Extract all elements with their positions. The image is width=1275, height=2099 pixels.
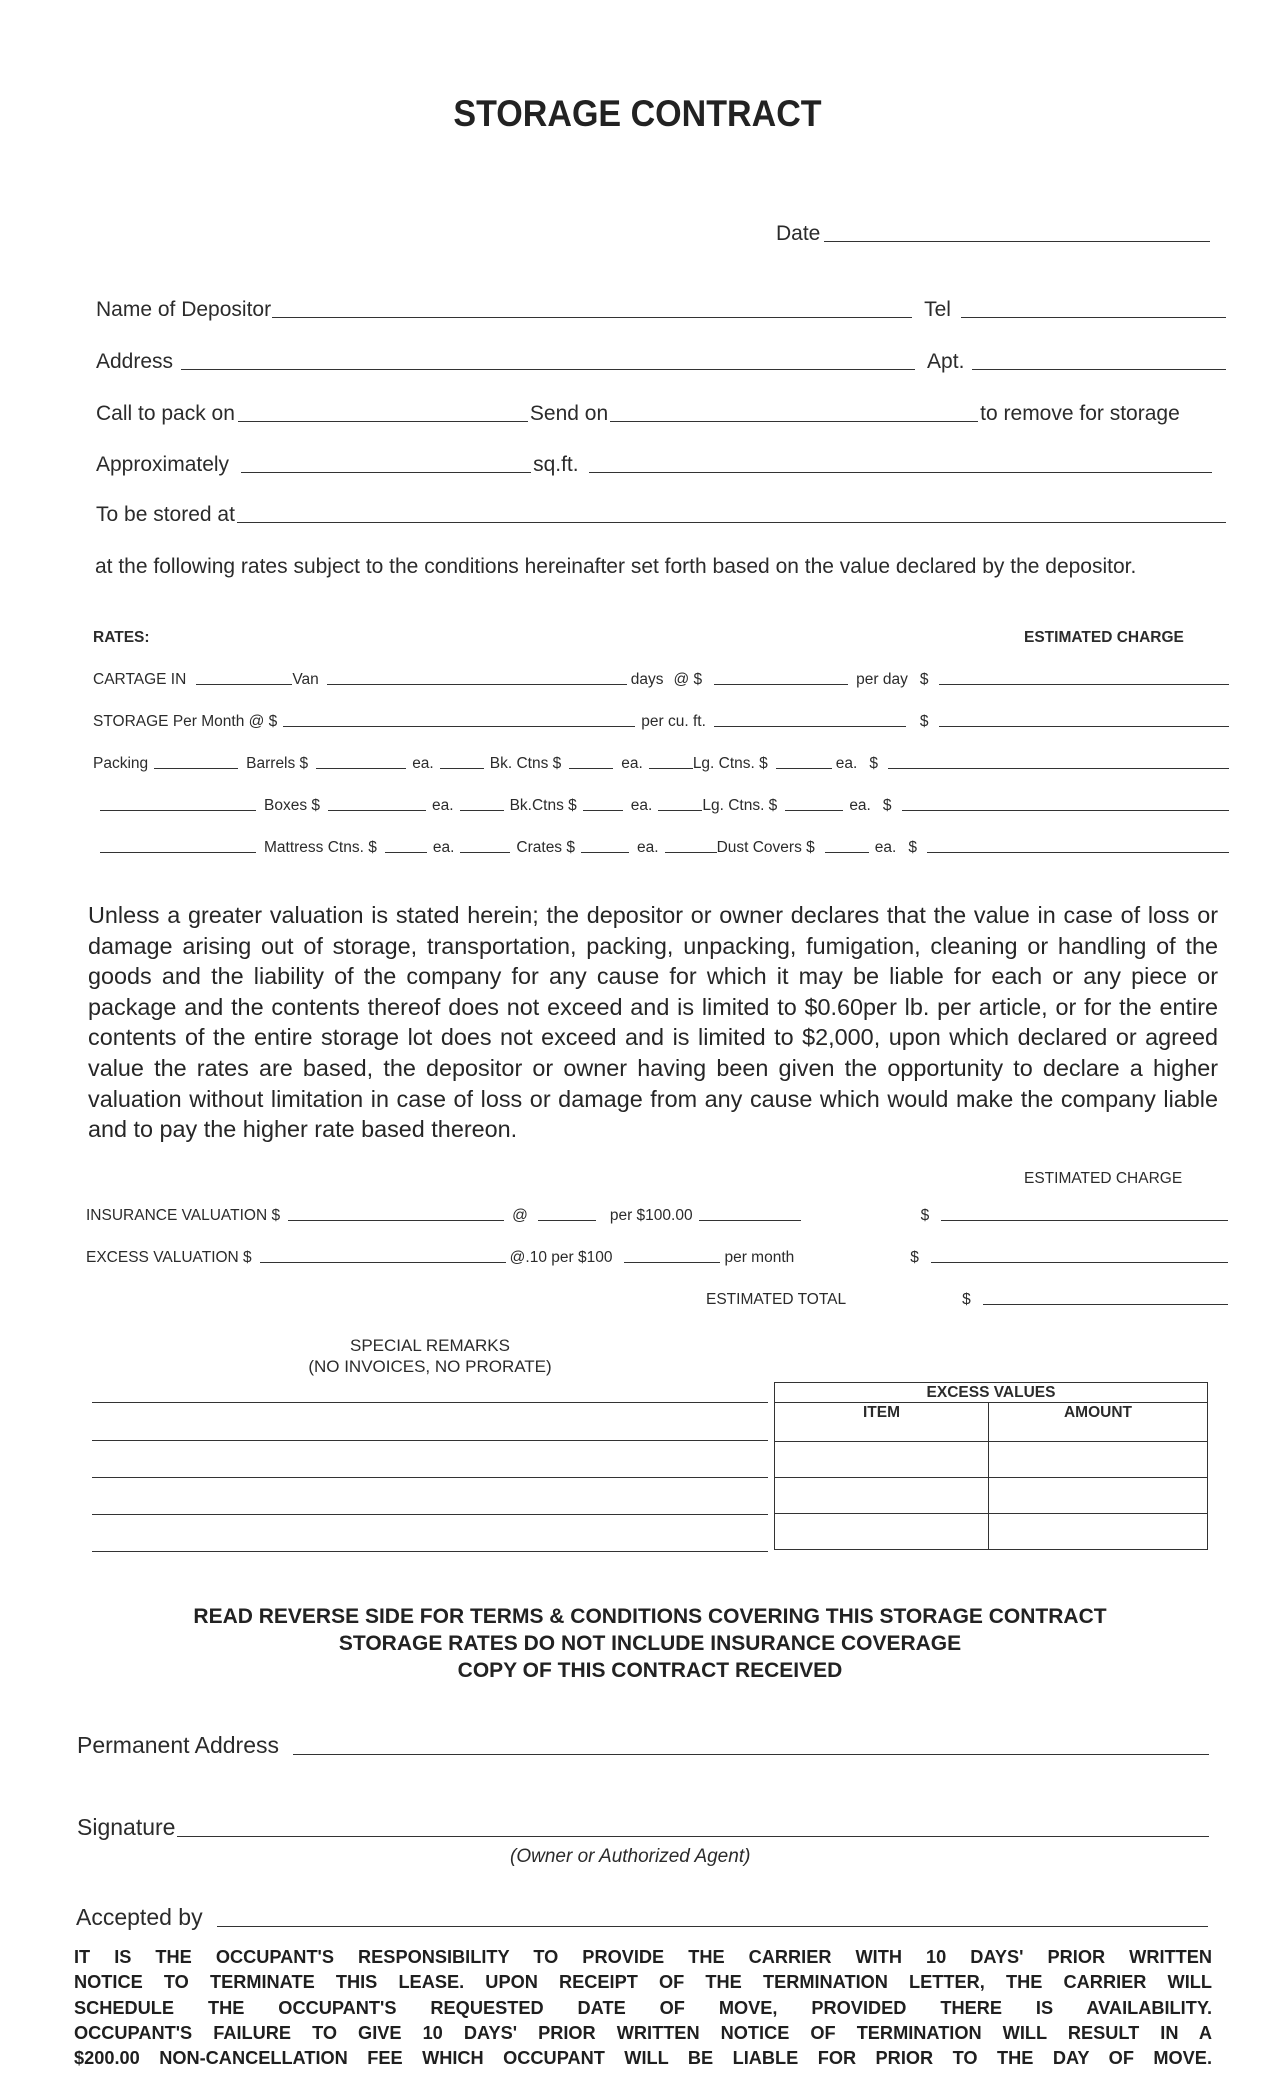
rates-heading: RATES: (93, 629, 150, 646)
at-dollar-label: @ $ (673, 671, 703, 688)
ea-label: ea. (432, 839, 455, 856)
approx-row (96, 453, 1216, 477)
dust-covers-label: Dust Covers $ (716, 839, 815, 856)
ea-label: ea. (874, 839, 897, 856)
packing-charge-field-2[interactable] (902, 809, 1230, 811)
apt-label: Apt. (927, 350, 965, 373)
mattress-desc-field[interactable] (100, 851, 256, 853)
stored-at-label: To be stored at (96, 503, 235, 526)
estimated-total-label: ESTIMATED TOTAL (706, 1291, 847, 1308)
crates-label: Crates $ (516, 839, 575, 856)
date-row (776, 222, 1214, 246)
boxes-desc-field[interactable] (100, 809, 256, 811)
tel-label: Tel (924, 298, 951, 321)
lg-ctns-field[interactable] (776, 767, 832, 769)
signature-row (77, 1814, 1213, 1841)
lg-ctns-label: Lg. Ctns. $ (692, 755, 768, 772)
bk-ctns-label: Bk. Ctns $ (489, 755, 562, 772)
notice-copy-received: COPY OF THIS CONTRACT RECEIVED (457, 1659, 843, 1682)
insurance-valuation-row (86, 1207, 1232, 1225)
per-cuft-label: per cu. ft. (641, 713, 706, 730)
packing-row-1 (93, 755, 1233, 773)
apt-field[interactable] (972, 368, 1226, 370)
currency-sign: $ (962, 1291, 971, 1308)
insurance-valuation-field[interactable] (288, 1219, 504, 1221)
name-label: Name of Depositor (96, 298, 272, 321)
boxes-qty-field[interactable] (460, 809, 504, 811)
currency-sign: $ (920, 1207, 930, 1224)
barrels-label: Barrels $ (246, 755, 309, 772)
ea-label: ea. (835, 755, 858, 772)
estimated-charge-heading: ESTIMATED CHARGE (1024, 629, 1184, 646)
send-on-label: Send on (529, 402, 609, 425)
van-field[interactable] (327, 683, 627, 685)
termination-terms (74, 1945, 1212, 2071)
packing-label: Packing (93, 755, 149, 772)
currency-sign: $ (919, 671, 929, 688)
notice-terms: READ REVERSE SIDE FOR TERMS & CONDITIONS COVERING THIS STORAGE CONTRACT (193, 1605, 1107, 1628)
excess-values-caption: EXCESS VALUES (775, 1383, 1208, 1403)
excess-charge-field[interactable] (931, 1261, 1228, 1263)
rates-intro-text: at the following rates subject to the conditions hereinafter set forth based on the value declared by the depositor. (95, 555, 1137, 578)
per-100-label: per $100.00 (609, 1207, 693, 1224)
excess-valuation-field[interactable] (260, 1261, 506, 1263)
mattress-qty-field[interactable] (460, 851, 510, 853)
item-cell[interactable] (775, 1514, 989, 1550)
currency-sign: $ (869, 755, 878, 772)
remarks-line-4[interactable] (92, 1514, 768, 1515)
bk-ctns-qty-field-2[interactable] (658, 809, 702, 811)
mattress-field[interactable] (385, 851, 427, 853)
cartage-row (93, 671, 1233, 689)
table-row (775, 1442, 1208, 1478)
packing-row-3 (100, 839, 1233, 857)
storage-rate-field[interactable] (283, 725, 635, 727)
bk-ctns-label: Bk.Ctns $ (509, 797, 577, 814)
estimated-total-row (706, 1291, 1232, 1309)
cartage-charge-field[interactable] (939, 683, 1230, 685)
ea-label: ea. (637, 839, 659, 856)
estimated-total-field[interactable] (983, 1303, 1228, 1305)
accepted-by-label: Accepted by (76, 1904, 203, 1930)
terms-line: IT IS THE OCCUPANT'S RESPONSIBILITY TO PROVIDE THE CARRIER WITH 10 DAYS' PRIOR WRITTEN (74, 1947, 1212, 1967)
remarks-line-3[interactable] (92, 1477, 768, 1478)
ea-label: ea. (432, 797, 454, 814)
sqft-field[interactable] (589, 471, 1212, 473)
barrels-field[interactable] (316, 767, 406, 769)
date-field[interactable] (824, 240, 1210, 242)
table-row (775, 1478, 1208, 1514)
barrels-qty-field[interactable] (440, 767, 484, 769)
accepted-by-row (76, 1904, 1212, 1931)
lg-ctns-field-2[interactable] (785, 809, 843, 811)
table-row (775, 1514, 1208, 1550)
item-cell[interactable] (775, 1478, 989, 1514)
terms-line: $200.00 NON-CANCELLATION FEE WHICH OCCUPANT WILL BE LIABLE FOR PRIOR TO THE DAY OF MOVE. (74, 2048, 1212, 2069)
name-field[interactable] (272, 316, 912, 318)
amount-cell[interactable] (989, 1442, 1208, 1478)
date-label: Date (776, 222, 821, 245)
send-on-field[interactable] (610, 420, 978, 422)
address-field[interactable] (181, 368, 915, 370)
ea-label: ea. (412, 755, 434, 772)
crates-qty-field[interactable] (665, 851, 717, 853)
permanent-address-label: Permanent Address (77, 1732, 280, 1758)
per-day-rate-field[interactable] (714, 683, 848, 685)
remarks-line-1[interactable] (92, 1402, 768, 1403)
permanent-address-field[interactable] (293, 1753, 1209, 1755)
remarks-line-2[interactable] (92, 1440, 768, 1441)
bk-ctns-field-2[interactable] (583, 809, 623, 811)
days-label: days (630, 671, 664, 688)
stored-at-field[interactable] (237, 521, 1226, 523)
insurance-amount-field[interactable] (699, 1219, 801, 1221)
excess-rate-label: @.10 per $100 (509, 1249, 613, 1266)
cartage-label: CARTAGE IN (93, 671, 187, 688)
packing-charge-field-1[interactable] (888, 767, 1229, 769)
currency-sign: $ (882, 797, 892, 814)
terms-line: SCHEDULE THE OCCUPANT'S REQUESTED DATE OF MOVE, PROVIDED THERE IS AVAILABILITY. (74, 1997, 1212, 2018)
bk-ctns-qty-field[interactable] (649, 767, 693, 769)
address-label: Address (96, 350, 174, 373)
permanent-address-row (77, 1732, 1213, 1759)
special-remarks-title: SPECIAL REMARKS (350, 1336, 510, 1355)
signature-note: (Owner or Authorized Agent) (510, 1846, 751, 1867)
column-header-item: ITEM (775, 1403, 989, 1442)
at-label: @ (512, 1207, 528, 1224)
insurance-estimated-charge-heading: ESTIMATED CHARGE (1024, 1170, 1183, 1187)
boxes-label: Boxes $ (264, 797, 321, 814)
insurance-charge-field[interactable] (941, 1219, 1228, 1221)
storage-row (93, 713, 1233, 731)
item-cell[interactable] (775, 1442, 989, 1478)
valuation-paragraph: Unless a greater valuation is stated herein; the depositor or owner declares that the value in case of loss or damage arising out of storage, transportation, packing, unpacking, fumigation, cleaning or handling of the goods and the liability of the company for any cause for which it may be liable for each or any piece or package and the contents thereof does not exceed and is limited to $0.60per lb. per article, or for the entire contents of the entire storage lot does not exceed and is limited to $2,000, upon which declared or agreed value the rates are based, the depositor or owner having been given the opportunity to declare a higher valuation without limitation in case of loss or damage from any cause which would make the company liable and to pay the higher rate based thereon. (88, 902, 1218, 1143)
schedule-row (96, 402, 1236, 426)
cuft-field[interactable] (714, 725, 906, 727)
crates-field[interactable] (581, 851, 629, 853)
call-to-pack-field[interactable] (238, 420, 528, 422)
remarks-line-5[interactable] (92, 1551, 768, 1552)
sqft-label: sq.ft. (533, 453, 579, 476)
per-month-label: per month (724, 1249, 795, 1266)
approx-field[interactable] (241, 471, 531, 473)
call-to-pack-label: Call to pack on (96, 402, 235, 425)
ea-label: ea. (630, 797, 653, 814)
excess-values-table (774, 1382, 1208, 1550)
column-header-amount: AMOUNT (989, 1403, 1208, 1442)
signature-label: Signature (77, 1814, 176, 1840)
dust-covers-field[interactable] (825, 851, 869, 853)
amount-cell[interactable] (989, 1514, 1208, 1550)
mattress-label: Mattress Ctns. $ (264, 839, 377, 856)
terms-line: OCCUPANT'S FAILURE TO GIVE 10 DAYS' PRIOR WRITTEN NOTICE OF TERMINATION WILL RESULT IN A (74, 2022, 1212, 2043)
packing-charge-field-3[interactable] (927, 851, 1229, 853)
ea-label: ea. (621, 755, 643, 772)
remove-for-storage-label: to remove for storage (980, 402, 1180, 425)
packing-field[interactable] (154, 767, 238, 769)
storage-charge-field[interactable] (939, 725, 1229, 727)
van-label: Van (292, 671, 319, 688)
insurance-valuation-label: INSURANCE VALUATION $ (86, 1207, 281, 1224)
address-row (96, 350, 1230, 374)
insurance-rate-field[interactable] (538, 1219, 596, 1221)
notice-insurance: STORAGE RATES DO NOT INCLUDE INSURANCE COVERAGE (338, 1632, 962, 1655)
cartage-field[interactable] (196, 683, 292, 685)
tel-field[interactable] (961, 316, 1226, 318)
lg-ctns-label: Lg. Ctns. $ (702, 797, 778, 814)
excess-per-month-field[interactable] (624, 1261, 720, 1263)
special-remarks-subtitle: (NO INVOICES, NO PRORATE) (308, 1357, 552, 1376)
ea-label: ea. (849, 797, 871, 814)
stored-at-row (96, 503, 1230, 527)
excess-valuation-row (86, 1249, 1232, 1267)
currency-sign: $ (910, 1249, 919, 1266)
excess-valuation-label: EXCESS VALUATION $ (86, 1249, 252, 1266)
currency-sign: $ (908, 839, 917, 856)
terms-line: NOTICE TO TERMINATE THIS LEASE. UPON RECEIPT OF THE TERMINATION LETTER, THE CARRIER WILL (74, 1972, 1212, 1993)
signature-field[interactable] (177, 1835, 1209, 1837)
storage-label: STORAGE Per Month @ $ (93, 713, 278, 730)
currency-sign: $ (919, 713, 929, 730)
accepted-by-field[interactable] (217, 1925, 1208, 1927)
amount-cell[interactable] (989, 1478, 1208, 1514)
bk-ctns-field[interactable] (569, 767, 613, 769)
boxes-field[interactable] (328, 809, 426, 811)
page-title: STORAGE CONTRACT (453, 93, 822, 134)
name-row (96, 298, 1230, 322)
per-day-label: per day (856, 671, 908, 688)
packing-row-2 (100, 797, 1233, 815)
approx-label: Approximately (96, 453, 230, 476)
